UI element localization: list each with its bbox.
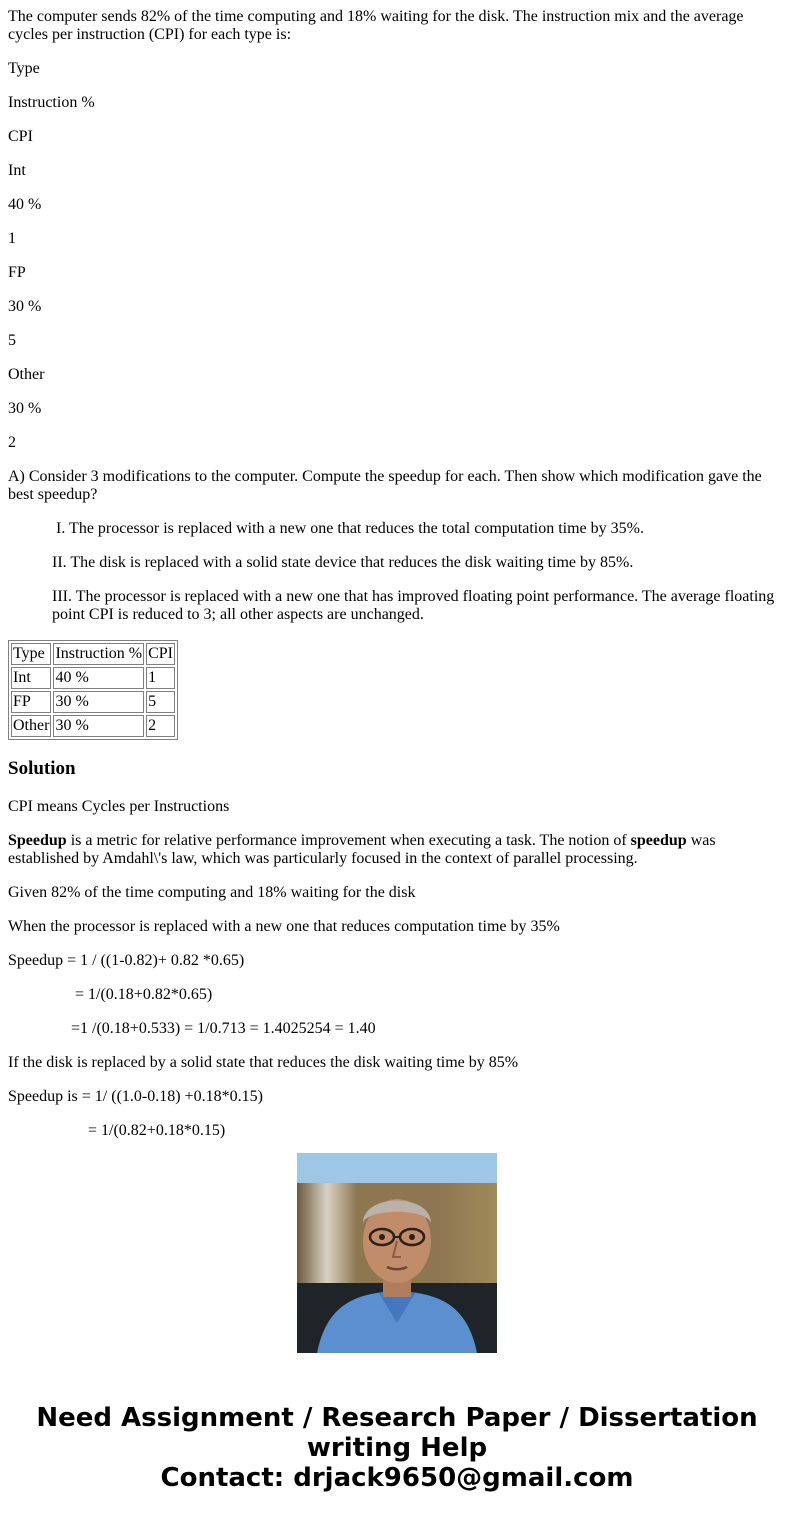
cpi-definition: CPI means Cycles per Instructions [8, 798, 230, 815]
speedup-def-part-1: is a metric for relative performance improvement when executing a task. The notion of [66, 832, 631, 849]
flat-line-other: Other [8, 366, 45, 383]
tutor-portrait-icon [297, 1153, 497, 1353]
case-2-statement: If the disk is replaced by a solid state that reduces the disk waiting time by 85% [8, 1054, 519, 1071]
table-row [11, 667, 175, 689]
speedup-term: Speedup [8, 832, 67, 849]
speedup-def-part-2: was established by Amdahl\'s law, which was particularly focused in the context of parallel processing. [8, 832, 716, 867]
flat-line-int-cpi: 1 [8, 230, 16, 247]
table-cell: 2 [146, 715, 175, 737]
table-header-cell: Type [11, 643, 51, 665]
promo-contact: Contact: drjack9650@gmail.com [160, 1463, 634, 1493]
instruction-mix-table [8, 640, 178, 740]
flat-line-fp-pct: 30 % [8, 298, 42, 315]
table-cell: 40 % [53, 667, 144, 689]
table-row [11, 691, 175, 713]
table-cell: 5 [146, 691, 175, 713]
tutor-photo [297, 1153, 497, 1353]
promo-banner [0, 1403, 794, 1493]
table-cell: Int [11, 667, 51, 689]
table-cell: 1 [146, 667, 175, 689]
modification-2: II. The disk is replaced with a solid state device that reduces the disk waiting time by 85%. [52, 554, 634, 571]
equation-4: Speedup is = 1/ ((1.0-0.18) +0.18*0.15) [8, 1088, 263, 1105]
table-header-cell: CPI [146, 643, 175, 665]
document-body [8, 8, 780, 1139]
table-cell: 30 % [53, 715, 144, 737]
table-header-row [11, 643, 175, 665]
flat-line-other-cpi: 2 [8, 434, 16, 451]
modification-3: III. The processor is replaced with a new one that has improved floating point performance. The average floating point CPI is reduced to 3; all other aspects are unchanged. [52, 588, 775, 623]
given-statement: Given 82% of the time computing and 18% waiting for the disk [8, 884, 416, 901]
flat-line-instruction: Instruction % [8, 94, 95, 111]
flat-line-cpi: CPI [8, 128, 33, 145]
solution-heading: Solution [8, 758, 76, 779]
flat-line-other-pct: 30 % [8, 400, 42, 417]
speedup-term-2: speedup [630, 832, 687, 849]
promo-line-2: writing Help [306, 1433, 488, 1463]
table-row [11, 715, 175, 737]
speedup-definition [8, 832, 780, 868]
equation-3: =1 /(0.18+0.533) = 1/0.713 = 1.4025254 = 1.40 [71, 1020, 376, 1037]
flat-line-int: Int [8, 162, 26, 179]
flat-line-type: Type [8, 60, 40, 77]
case-1-statement: When the processor is replaced with a new one that reduces computation time by 35% [8, 918, 560, 935]
promo-line-1: Need Assignment / Research Paper / Dissertation [36, 1403, 758, 1433]
question-intro: The computer sends 82% of the time computing and 18% waiting for the disk. The instruction mix and the average cycles per instruction (CPI) for each type is: [8, 8, 744, 43]
table-cell: 30 % [53, 691, 144, 713]
equation-2: = 1/(0.18+0.82*0.65) [75, 986, 213, 1003]
flat-line-int-pct: 40 % [8, 196, 42, 213]
equation-1: Speedup = 1 / ((1-0.82)+ 0.82 *0.65) [8, 952, 245, 969]
table-header-cell: Instruction % [53, 643, 144, 665]
part-a-question: A) Consider 3 modifications to the computer. Compute the speedup for each. Then show which modification gave the best speedup? [8, 468, 762, 503]
table-cell: Other [11, 715, 51, 737]
flat-line-fp: FP [8, 264, 26, 281]
table-cell: FP [11, 691, 51, 713]
flat-line-fp-cpi: 5 [8, 332, 16, 349]
equation-5: = 1/(0.82+0.18*0.15) [88, 1122, 226, 1139]
modification-1: I. The processor is replaced with a new one that reduces the total computation time by 35%. [56, 520, 644, 537]
